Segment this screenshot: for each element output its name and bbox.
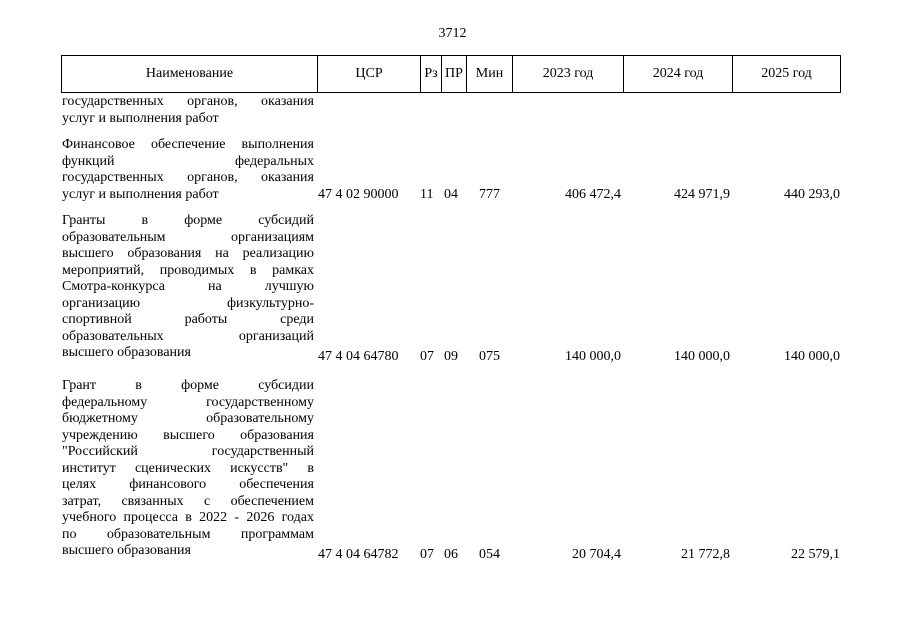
header-2024: 2024 год xyxy=(624,56,733,92)
name-line: высшего образования xyxy=(62,345,191,360)
name-line: высшего образования xyxy=(62,543,191,558)
name-line: спортивной работы среди xyxy=(62,312,314,327)
table-row-name xyxy=(62,378,314,560)
row-2025: 22 579,1 xyxy=(791,547,840,562)
name-line: высшего образования на реализацию xyxy=(62,246,314,261)
name-line: услуг и выполнения работ xyxy=(62,186,219,202)
name-line: услуг и выполнения работ xyxy=(62,110,219,126)
page-number: 3712 xyxy=(438,26,467,41)
name-line: государственных органов, оказания xyxy=(62,170,314,185)
header-2023: 2023 год xyxy=(513,56,624,92)
name-line: образовательных организаций xyxy=(62,328,314,344)
name-line: затрат, связанных с обеспечением xyxy=(62,493,314,509)
row-rz: 11 xyxy=(420,187,434,202)
name-line: учебного процесса в 2022 - 2026 годах xyxy=(62,510,314,525)
name-line: государственных органов, оказания xyxy=(62,94,314,109)
name-line: целях финансового обеспечения xyxy=(62,477,314,492)
header-name: Наименование xyxy=(62,56,318,92)
row-min: 777 xyxy=(479,187,500,202)
header-rz: Рз xyxy=(421,56,442,92)
name-line: Смотра-конкурса на лучшую xyxy=(62,279,314,294)
table-row-name xyxy=(62,213,314,362)
name-line: по образовательным программам xyxy=(62,526,314,542)
row-pr: 09 xyxy=(444,349,458,364)
name-line: "Российский государственный xyxy=(62,444,314,459)
name-line: институт сценических искусств" в xyxy=(62,460,314,476)
row-2023: 20 704,4 xyxy=(572,547,621,562)
row-rz: 07 xyxy=(420,349,434,364)
row-csr: 47 4 04 64782 xyxy=(318,547,399,562)
row-csr: 47 4 04 64780 xyxy=(318,349,399,364)
row-pr: 04 xyxy=(444,187,458,202)
name-line: учреждению высшего образования xyxy=(62,427,314,443)
name-line: организацию физкультурно- xyxy=(62,295,314,311)
name-line: мероприятий, проводимых в рамках xyxy=(62,262,314,278)
header-pr: ПР xyxy=(442,56,467,92)
row-csr: 47 4 02 90000 xyxy=(318,187,399,202)
name-line: Грант в форме субсидии xyxy=(62,378,314,393)
table-header xyxy=(61,55,841,93)
row-min: 075 xyxy=(479,349,500,364)
row-rz: 07 xyxy=(420,547,434,562)
name-line: функций федеральных xyxy=(62,153,314,169)
name-line: образовательным организациям xyxy=(62,229,314,245)
name-line: Гранты в форме субсидий xyxy=(62,213,314,228)
row-2023: 406 472,4 xyxy=(565,187,621,202)
row-2025: 140 000,0 xyxy=(784,349,840,364)
row-2024: 140 000,0 xyxy=(674,349,730,364)
row-2024: 424 971,9 xyxy=(674,187,730,202)
name-line: бюджетному образовательному xyxy=(62,411,314,426)
header-csr: ЦСР xyxy=(318,56,421,92)
table-row-name xyxy=(62,94,314,127)
row-2025: 440 293,0 xyxy=(784,187,840,202)
row-2024: 21 772,8 xyxy=(681,547,730,562)
name-line: Финансовое обеспечение выполнения xyxy=(62,137,314,152)
header-2025: 2025 год xyxy=(761,66,812,81)
table-row-name xyxy=(62,137,314,203)
name-line: федеральному государственному xyxy=(62,394,314,410)
row-min: 054 xyxy=(479,547,500,562)
row-pr: 06 xyxy=(444,547,458,562)
row-2023: 140 000,0 xyxy=(565,349,621,364)
header-min: Мин xyxy=(467,56,513,92)
